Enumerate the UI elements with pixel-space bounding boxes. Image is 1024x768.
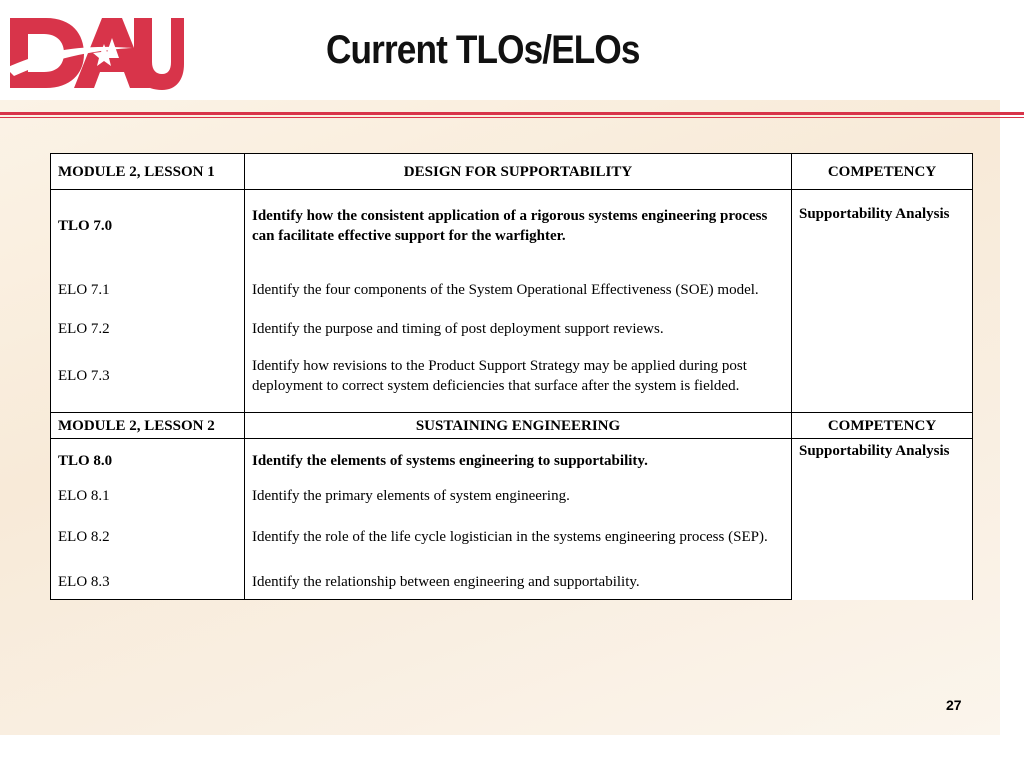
competency-header-cell: COMPETENCY [792,154,973,190]
competency-header-cell: COMPETENCY [792,413,973,439]
objective-text: Identify how revisions to the Product Support Strategy may be applied during post deployment to correct system deficiencies that surface after the system is fielded. [245,340,792,413]
objective-id: ELO 8.3 [51,565,245,600]
table-row [51,190,973,263]
objective-text: Identify the purpose and timing of post deployment support reviews. [245,318,792,340]
objective-id: ELO 7.3 [51,340,245,413]
objective-id: ELO 7.1 [51,262,245,318]
slide-header [0,0,1024,100]
header-divider-thin [0,117,1024,118]
objective-id: ELO 8.2 [51,509,245,565]
objective-text: Identify the primary elements of system engineering. [245,483,792,509]
module-cell: MODULE 2, LESSON 1 [51,154,245,190]
lesson-title-cell: DESIGN FOR SUPPORTABILITY [245,154,792,190]
objective-text: Identify how the consistent application of a rigorous systems engineering process can facilitate effective support for the warfighter. [245,190,792,263]
objective-text: Identify the elements of systems engineering to supportability. [245,439,792,484]
lesson-title-cell: SUSTAINING ENGINEERING [245,413,792,439]
table-row [51,439,973,484]
module-cell: MODULE 2, LESSON 2 [51,413,245,439]
objective-text: Identify the role of the life cycle logistician in the systems engineering process (SEP). [245,509,792,565]
competency-cell [792,190,973,413]
objective-id: ELO 8.1 [51,483,245,509]
competency-value: Supportability Analysis [799,443,950,459]
header-divider [0,112,1024,115]
slide-title: Current TLOs/ELOs [326,28,640,72]
section-header-row [51,154,973,190]
objective-id: TLO 7.0 [51,190,245,263]
dau-logo [4,10,184,90]
competency-cell [792,439,973,600]
objectives-table [50,153,973,600]
page-number: 27 [946,697,962,713]
competency-value: Supportability Analysis [799,206,950,222]
objective-text: Identify the relationship between engineering and supportability. [245,565,792,600]
objective-id: ELO 7.2 [51,318,245,340]
objective-text: Identify the four components of the System Operational Effectiveness (SOE) model. [245,262,792,318]
section-header-row [51,413,973,439]
objective-id: TLO 8.0 [51,439,245,484]
